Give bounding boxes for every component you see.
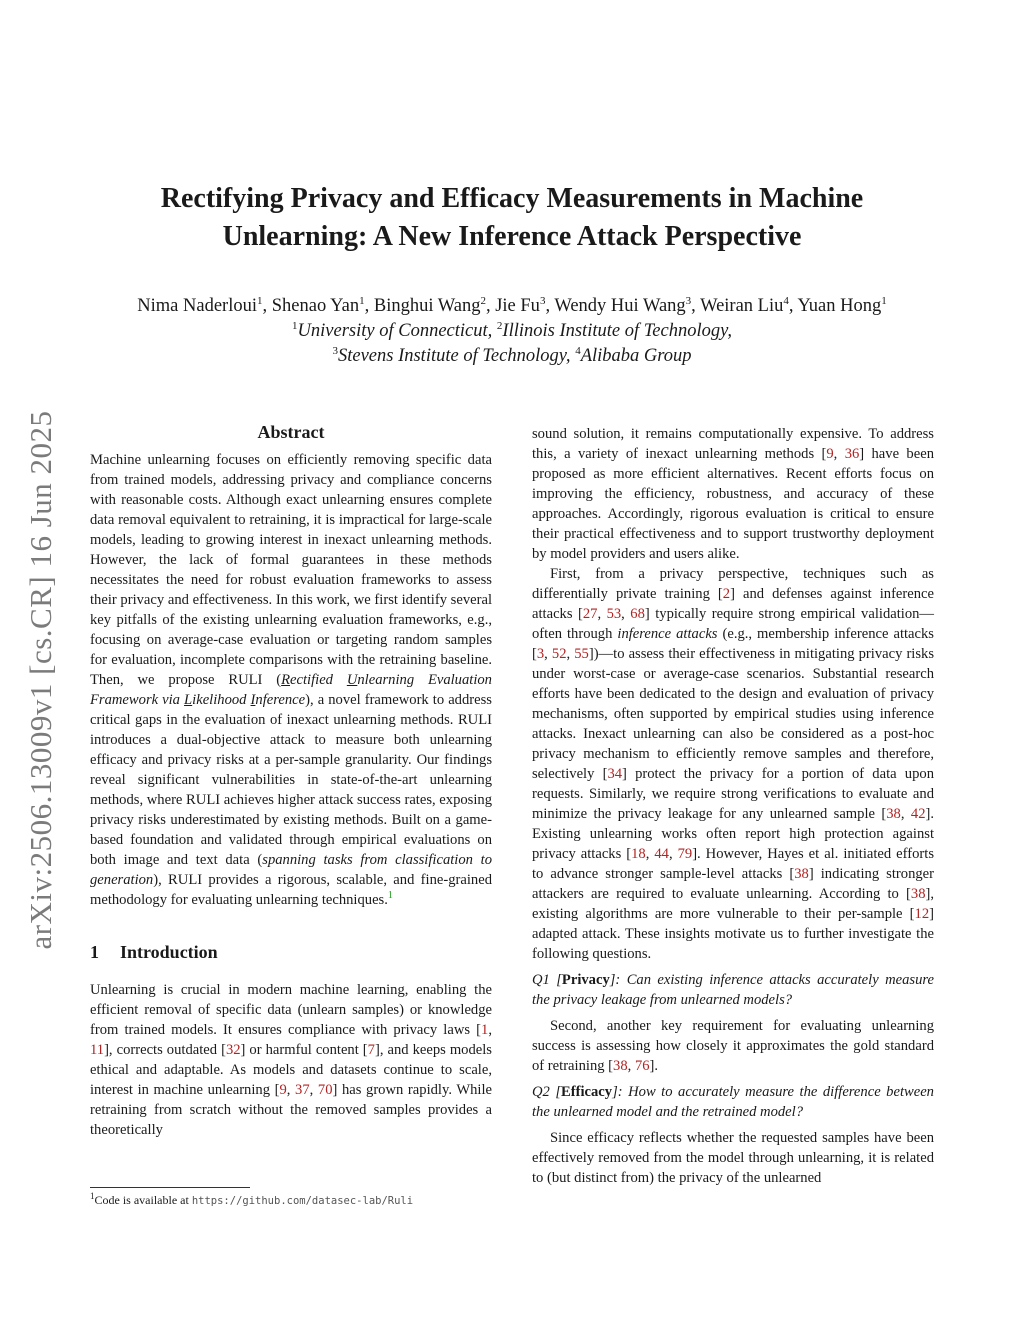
citation[interactable]: 9	[826, 446, 834, 462]
citation[interactable]: 37	[295, 1082, 310, 1098]
author-list	[60, 294, 964, 319]
citation[interactable]: 11	[90, 1042, 105, 1058]
left-column	[90, 420, 492, 1140]
author: Wendy Hui Wang$^3$,	[554, 294, 701, 316]
citation[interactable]: 70	[317, 1082, 333, 1098]
affiliations-line-1: $^1$University of Connecticut, $^2$Illinois Institute of Technology,	[292, 319, 732, 341]
citation[interactable]: 12	[914, 906, 930, 922]
intro-paragraph: Unlearning is crucial in modern machine learning, enabling the efficient removal of specific data (unlearn samples) or knowledge from trained models. It ensures compliance with privacy laws [1, 11], corrects outdated [32] or harmful content [7], and keeps models ethical and adaptable. As models and datasets continue to scale, interest in machine unlearning [9, 37, 70] has grown rapidly. While retraining from scratch without the removed samples provides a theoretically	[90, 982, 492, 1138]
citation[interactable]: 38	[886, 806, 901, 822]
section-heading-introduction: 1 Introduction	[90, 942, 218, 962]
citation[interactable]: 2	[722, 586, 731, 602]
author: Yuan Hong$^1$	[797, 294, 887, 316]
arxiv-identifier: arXiv:2506.13009v1 [cs.CR] 16 Jun 2025	[23, 410, 58, 950]
citation[interactable]: 36	[844, 446, 860, 462]
abstract-heading: Abstract	[257, 422, 325, 442]
citation[interactable]: 52	[551, 646, 567, 662]
citation[interactable]: 3	[536, 646, 545, 662]
arxiv-sidebar	[20, 380, 62, 980]
footnote: $^1$Code is available at https://github.com/datasec-lab/Ruli	[90, 1191, 414, 1207]
author: Binghui Wang$^2$,	[373, 294, 496, 316]
paragraph: Since efficacy reflects whether the requested samples have been effectively removed from the model through unlearning, it is related to (but distinct from) the privacy of the unlearned	[532, 1130, 934, 1186]
citation[interactable]: 38	[794, 866, 809, 882]
author: Shenao Yan$^1$,	[271, 294, 374, 316]
footnote-marker[interactable]: 1	[387, 890, 393, 902]
citation[interactable]: 53	[606, 606, 622, 622]
citation[interactable]: 27	[582, 606, 598, 622]
research-question-2: Q2 [Efficacy]: How to accurately measure the difference between the unlearned model and the retrained model?	[532, 1084, 934, 1120]
citation[interactable]: 79	[677, 846, 693, 862]
citation[interactable]: 44	[654, 846, 669, 862]
right-column	[532, 424, 934, 1188]
paragraph: First, from a privacy perspective, techniques such as differentially private training [2] and defenses against inference attacks [27, 53, 68] typically require strong empirical validation—often through inference attacks (e.g., membership inference attacks [3, 52, 55])—to assess their effectiveness in mitigating privacy risks under worst-case or average-case scenarios. Substantial research efforts have been dedicated to the design and evaluation of privacy mechanisms, often supported by empirical studies using inference attacks. Inexact unlearning can also be considered as a post-hoc privacy mechanism to efficiently remove samples and therefore, selectively [34] protect the privacy for a portion of data upon requests. Similarly, we require strong verifications to evaluate and minimize the privacy leakage for any unlearned sample [38, 42]. Existing unlearning works often report high protection against privacy attacks [18, 44, 79]. However, Hayes et al. initiated efforts to advance stronger sample-level attacks [38] indicating stronger attackers are required to evaluate unlearning. According to [38], existing algorithms are more vulnerable to their per-sample [12] adapted attack. These insights motivate us to further investigate the following questions.	[532, 566, 935, 962]
citation[interactable]: 42	[910, 806, 926, 822]
citation[interactable]: 7	[367, 1042, 375, 1058]
affiliations-line-2: $^3$Stevens Institute of Technology, $^4$Alibaba Group	[332, 344, 692, 366]
paragraph: sound solution, it remains computationally expensive. To address this, a variety of inexact unlearning methods [9, 36] have been proposed as more efficient alternatives. Recent efforts focus on improving the efficiency, robustness, and accuracy of these approaches. Accordingly, rigorous evaluation is critical to ensure their practical effectiveness and to support trustworthy deployment by model providers and users alike.	[532, 426, 934, 562]
paragraph: Second, another key requirement for evaluating unlearning success is assessing how closely it approximates the gold standard of retraining [38, 76].	[532, 1018, 934, 1074]
citation[interactable]: 1	[481, 1022, 489, 1038]
citation[interactable]: 9	[279, 1082, 287, 1098]
citation[interactable]: 38	[613, 1058, 628, 1074]
abstract-text: Machine unlearning focuses on efficiently removing specific data from trained models, addressing privacy and compliance concerns with reasonable costs. Although exact unlearning ensures complete data removal equivalent to retraining, it is impractical for large-scale models, leading to growing interest in inexact unlearning methods. However, the lack of formal guarantees in these methods necessitates the need for robust evaluation frameworks to assess their privacy and effectiveness. In this work, we first identify several key pitfalls of the existing unlearning evaluation frameworks, e.g., focusing on average-case evaluation or targeting random samples for evaluation, incomplete comparisons with the retraining baseline. Then, we propose RULI (Rectified Unlearning Evaluation Framework via Likelihood Inference), a novel framework to address critical gaps in the evaluation of inexact unlearning methods. RULI introduces a dual-objective attack to measure both unlearning efficacy and privacy risks at a per-sample granularity. Our findings reveal significant vulnerabilities in state-of-the-art unlearning methods, where RULI achieves higher attack success rates, exposing privacy risks underestimated by existing methods. Built on a game-based foundation and validated through empirical evaluations on both image and text data (spanning tasks from classification to generation), RULI provides a rigorous, scalable, and fine-grained methodology for evaluating unlearning techniques.$^1$	[90, 452, 493, 908]
footnote-rule	[90, 1187, 250, 1188]
citation[interactable]: 34	[607, 766, 623, 782]
author: Nima Naderloui$^1$,	[137, 294, 272, 316]
title-line-1: Rectifying Privacy and Efficacy Measurements in Machine	[160, 183, 864, 214]
citation[interactable]: 38	[910, 886, 926, 902]
citation[interactable]: 68	[630, 606, 645, 622]
code-url-link[interactable]: https://github.com/datasec-lab/Ruli	[191, 1195, 414, 1207]
citation[interactable]: 55	[574, 646, 589, 662]
paper-title	[100, 180, 924, 256]
research-question-1: Q1 [Privacy]: Can existing inference attacks accurately measure the privacy leakage from unlearned models?	[532, 972, 934, 1008]
author: Jie Fu$^3$,	[495, 294, 555, 316]
citation[interactable]: 18	[631, 846, 646, 862]
citation[interactable]: 32	[225, 1042, 241, 1058]
citation[interactable]: 76	[634, 1058, 650, 1074]
author: Weiran Liu$^4$,	[700, 294, 798, 316]
title-line-2: Unlearning: A New Inference Attack Perspective	[222, 221, 802, 252]
